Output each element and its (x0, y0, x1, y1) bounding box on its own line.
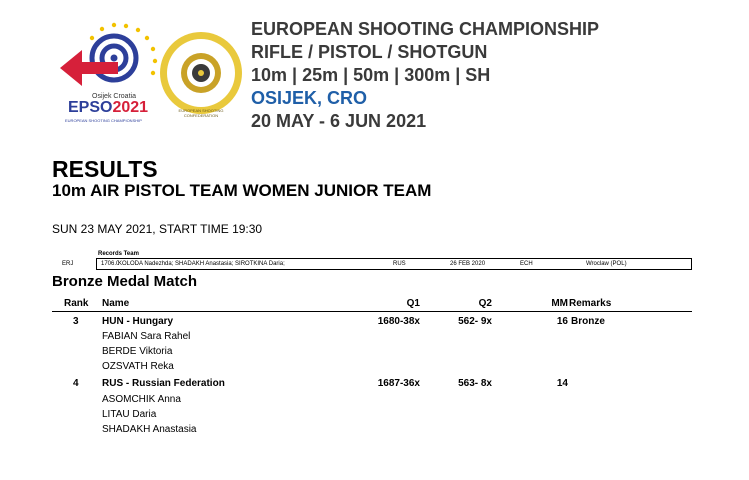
header-line-disciplines: RIFLE / PISTOL / SHOTGUN (251, 42, 488, 62)
section-title: Bronze Medal Match (52, 273, 198, 290)
record-type: ERJ (62, 261, 74, 267)
epso-year-text: 2021 (112, 99, 149, 116)
records-label: Records Team (98, 251, 139, 257)
results-title: RESULTS (52, 156, 158, 182)
table-row-q2: 563- 8x (458, 378, 492, 389)
epso-sub-text: EUROPEAN SHOOTING CHAMPIONSHIP (65, 118, 142, 123)
header-line-dates: 20 MAY - 6 JUN 2021 (251, 111, 427, 131)
epso-top-text: Osijek Croatia (92, 93, 136, 100)
table-row-q1: 1680-38x (377, 316, 420, 327)
event-date: SUN 23 MAY 2021, START TIME 19:30 (52, 222, 263, 236)
record-place: Wroclaw (POL) (586, 261, 627, 267)
col-header-q2: Q2 (478, 298, 492, 309)
table-row-remarks: Bronze (571, 316, 605, 327)
record-event: ECH (520, 261, 533, 267)
esc-ring-text: EUROPEAN SHOOTING CONFEDERATION (178, 108, 224, 118)
record-names: KOLODA Nadezhda; SHADAKH Anastasia; SIROTKINA Daria; (118, 261, 285, 267)
header-line-championship: EUROPEAN SHOOTING CHAMPIONSHIP (251, 19, 600, 39)
team-member: LITAU Daria (102, 409, 157, 420)
col-header-mm: MM (551, 298, 568, 309)
header-divider (52, 311, 692, 312)
table-row-rank: 4 (73, 378, 79, 389)
table-row-mm: 16 (556, 316, 568, 327)
event-title: 10m AIR PISTOL TEAM WOMEN JUNIOR TEAM (52, 181, 432, 200)
col-header-name: Name (102, 298, 130, 309)
header-line-city: OSIJEK, CRO (251, 88, 368, 108)
table-row-q2: 562- 9x (458, 316, 492, 327)
team-member: FABIAN Sara Rahel (102, 331, 191, 342)
table-row-mm: 14 (556, 378, 568, 389)
record-date: 26 FEB 2020 (450, 261, 486, 267)
table-row-q1: 1687-36x (377, 378, 420, 389)
header-line-distances: 10m | 25m | 50m | 300m | SH (251, 65, 491, 85)
epso-main-text: EPSO (68, 99, 113, 116)
col-header-q1: Q1 (406, 298, 420, 309)
table-row-team: HUN - Hungary (102, 316, 174, 327)
record-score: 1706.0 (101, 261, 120, 267)
epso-wordmark (68, 99, 148, 117)
team-member: BERDE Viktoria (102, 346, 173, 357)
record-nation: RUS (393, 261, 406, 267)
col-header-remarks: Remarks (569, 298, 612, 309)
team-member: SHADAKH Anastasia (102, 424, 197, 435)
team-member: ASOMCHIK Anna (102, 394, 181, 405)
table-row-team: RUS - Russian Federation (102, 378, 225, 389)
table-row-rank: 3 (73, 316, 79, 327)
team-member: OZSVATH Reka (102, 361, 174, 372)
col-header-rank: Rank (64, 298, 89, 309)
